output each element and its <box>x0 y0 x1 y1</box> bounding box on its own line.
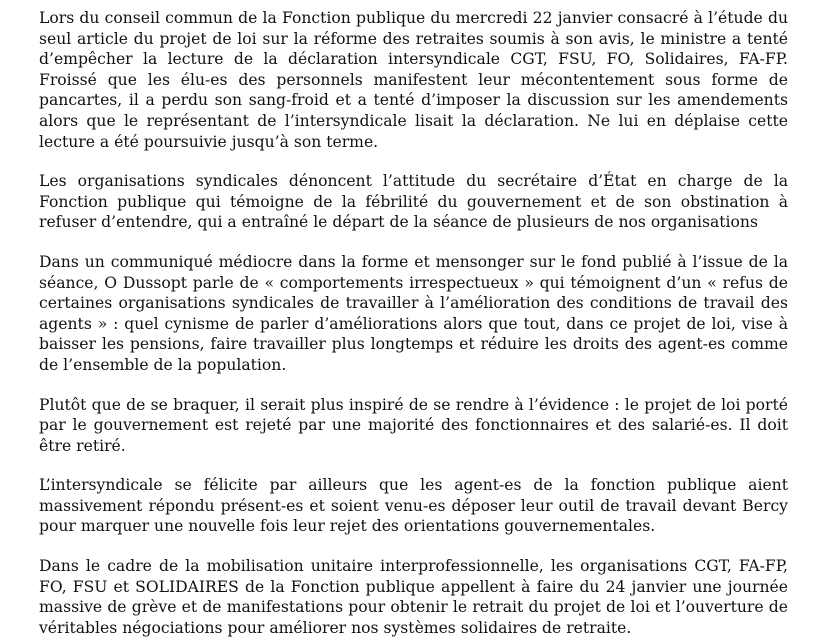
paragraph-mobilisation: Dans le cadre de la mobilisation unitaire interprofessionnelle, les organisations CGT, FA-FP, FO, FSU et SOLIDAIRES de la Fonction publique appellent à faire du 24 janvier une journée massive de grève et de manifestations pour obtenir le retrait du projet de loi et l’ouverture de véritables négociations pour améliorer nos systèmes solidaires de retraite. <box>39 557 788 637</box>
paragraph-intersyndicale: L’intersyndicale se félicite par ailleurs que les agent-es de la fonction publique aient massivement répondu présent-es et soient venu-es déposer leur outil de travail devant Bercy pour marquer une nouvelle fois leur rejet des orientations gouvernementales. <box>39 476 788 536</box>
paragraph-denonciation: Les organisations syndicales dénoncent l’attitude du secrétaire d’État en charge de la Fonction publique qui témoigne de la fébrilité du gouvernement et de son obstination à refuser d’entendre, qui a entraîné le départ de la séance de plusieurs de nos organisations <box>39 172 788 232</box>
paragraph-communique: Dans un communiqué médiocre dans la forme et mensonger sur le fond publié à l’issue de la séance, O Dussopt parle de « comportements irrespectueux » qui témoignent d’un « refus de certaines organisations syndicales de travailler à l’amélioration des conditions de travail des agents » : quel cynisme de parler d’améliorations alors que tout, dans ce projet de loi, vise à baisser les pensions, faire travailler plus longtemps et réduire les droits des agent-es comme de l’ensemble de la population. <box>39 252 788 374</box>
paragraph-evidence: Plutôt que de se braquer, il serait plus inspiré de se rendre à l’évidence : le projet de loi porté par le gouvernement est rejeté par une majorité des fonctionnaires et des salarié-es. Il doit être retiré. <box>39 395 788 455</box>
paragraph-conseil-commun: Lors du conseil commun de la Fonction publique du mercredi 22 janvier consacré à l’étude du seul article du projet de loi sur la réforme des retraites soumis à son avis, le ministre a tenté d’empêcher la lecture de la déclaration intersyndicale CGT, FSU, FO, Solidaires, FA-FP. Froissé que les élu-es des personnels manifestent leur mécontentement sous forme de pancartes, il a perdu son sang-froid et a tenté d’imposer la discussion sur les amendements alors que le représentant de l’intersyndicale lisait la déclaration. Ne lui en déplaise cette lecture a été poursuivie jusqu’à son terme. <box>39 9 788 151</box>
document-body <box>39 8 788 638</box>
